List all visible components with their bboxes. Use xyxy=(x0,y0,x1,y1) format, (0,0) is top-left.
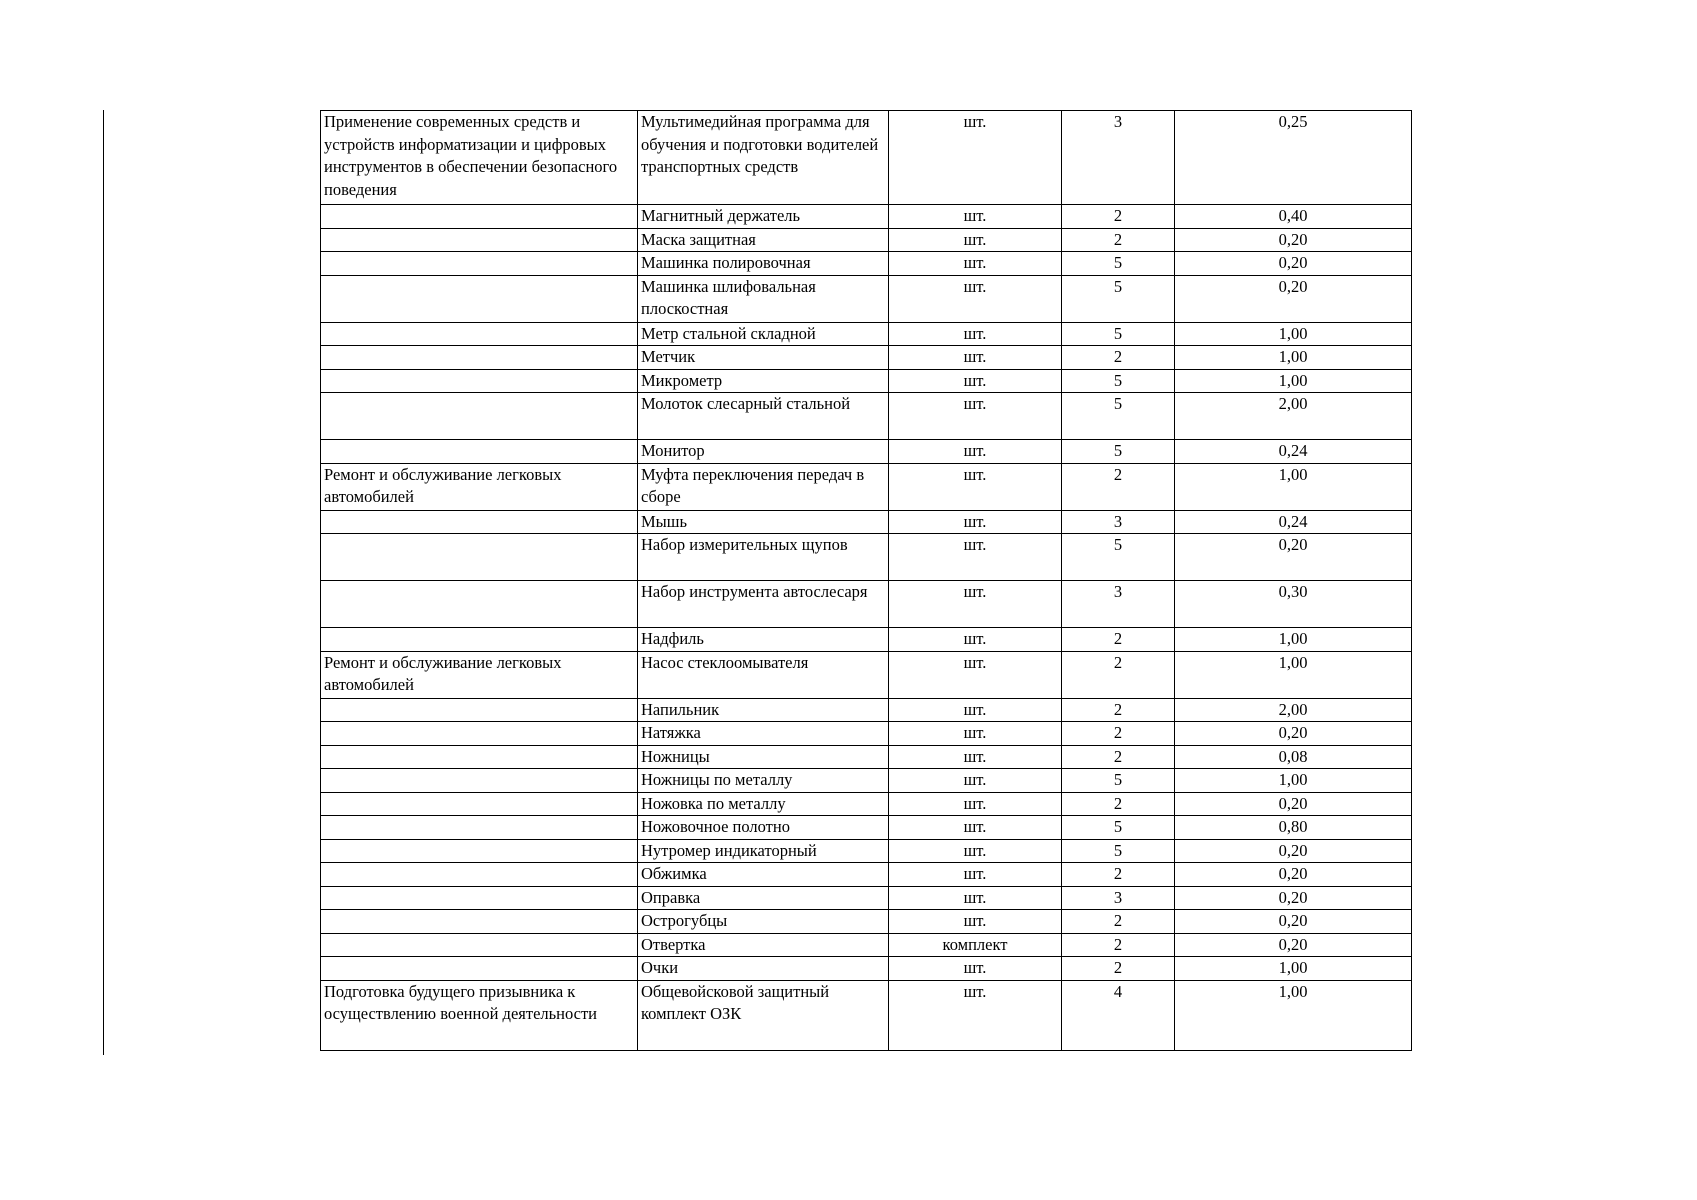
table-row xyxy=(321,228,1412,252)
row-quantity: 5 xyxy=(1062,769,1175,793)
row-item-name: Маска защитная xyxy=(638,228,889,252)
row-item-name: Ножовка по металлу xyxy=(638,792,889,816)
table-row xyxy=(321,322,1412,346)
row-norm: 1,00 xyxy=(1175,463,1412,510)
row-category xyxy=(321,910,638,934)
table-row xyxy=(321,980,1412,1050)
row-quantity: 2 xyxy=(1062,228,1175,252)
row-quantity: 2 xyxy=(1062,863,1175,887)
row-item-name: Напильник xyxy=(638,698,889,722)
row-unit: шт. xyxy=(889,393,1062,440)
table-row xyxy=(321,839,1412,863)
row-norm: 1,00 xyxy=(1175,980,1412,1050)
row-item-name: Мультимедийная программа для обучения и подготовки водителей транспортных средств xyxy=(638,111,889,205)
row-norm: 0,20 xyxy=(1175,252,1412,276)
table-row xyxy=(321,769,1412,793)
row-unit: шт. xyxy=(889,722,1062,746)
row-quantity: 5 xyxy=(1062,816,1175,840)
row-item-name: Насос стеклоомывателя xyxy=(638,651,889,698)
row-quantity: 5 xyxy=(1062,369,1175,393)
row-quantity: 2 xyxy=(1062,205,1175,229)
row-category xyxy=(321,534,638,581)
row-quantity: 5 xyxy=(1062,252,1175,276)
row-norm: 0,24 xyxy=(1175,440,1412,464)
row-quantity: 2 xyxy=(1062,698,1175,722)
row-norm: 0,20 xyxy=(1175,839,1412,863)
row-category xyxy=(321,628,638,652)
row-item-name: Микрометр xyxy=(638,369,889,393)
row-unit: шт. xyxy=(889,886,1062,910)
row-category xyxy=(321,839,638,863)
table-row xyxy=(321,722,1412,746)
row-norm: 1,00 xyxy=(1175,769,1412,793)
row-unit: шт. xyxy=(889,745,1062,769)
row-item-name: Надфиль xyxy=(638,628,889,652)
row-norm: 0,20 xyxy=(1175,275,1412,322)
row-quantity: 4 xyxy=(1062,980,1175,1050)
row-quantity: 2 xyxy=(1062,722,1175,746)
row-norm: 0,08 xyxy=(1175,745,1412,769)
row-unit: шт. xyxy=(889,957,1062,981)
row-category xyxy=(321,228,638,252)
row-quantity: 5 xyxy=(1062,393,1175,440)
table-row xyxy=(321,205,1412,229)
row-category xyxy=(321,393,638,440)
row-item-name: Ножовочное полотно xyxy=(638,816,889,840)
row-norm: 2,00 xyxy=(1175,393,1412,440)
row-category xyxy=(321,863,638,887)
row-category xyxy=(321,769,638,793)
table-row xyxy=(321,393,1412,440)
row-quantity: 3 xyxy=(1062,510,1175,534)
row-norm: 1,00 xyxy=(1175,346,1412,370)
row-norm: 0,24 xyxy=(1175,510,1412,534)
row-unit: шт. xyxy=(889,252,1062,276)
row-norm: 0,25 xyxy=(1175,111,1412,205)
row-unit: шт. xyxy=(889,369,1062,393)
row-quantity: 3 xyxy=(1062,581,1175,628)
row-unit: шт. xyxy=(889,792,1062,816)
row-category xyxy=(321,252,638,276)
row-quantity: 3 xyxy=(1062,886,1175,910)
row-item-name: Оправка xyxy=(638,886,889,910)
row-unit: шт. xyxy=(889,980,1062,1050)
table-row xyxy=(321,534,1412,581)
row-category xyxy=(321,816,638,840)
table-row xyxy=(321,111,1412,205)
row-norm: 1,00 xyxy=(1175,628,1412,652)
row-unit: шт. xyxy=(889,839,1062,863)
row-quantity: 2 xyxy=(1062,651,1175,698)
table-row xyxy=(321,651,1412,698)
table-row xyxy=(321,346,1412,370)
row-unit: шт. xyxy=(889,534,1062,581)
row-norm: 0,20 xyxy=(1175,534,1412,581)
row-unit: шт. xyxy=(889,346,1062,370)
table-row xyxy=(321,369,1412,393)
row-unit: шт. xyxy=(889,651,1062,698)
table-row xyxy=(321,886,1412,910)
row-category xyxy=(321,933,638,957)
row-item-name: Нутромер индикаторный xyxy=(638,839,889,863)
row-category xyxy=(321,205,638,229)
row-quantity: 2 xyxy=(1062,957,1175,981)
table-row xyxy=(321,910,1412,934)
row-category xyxy=(321,581,638,628)
row-category xyxy=(321,346,638,370)
row-category: Ремонт и обслуживание легковых автомобилей xyxy=(321,651,638,698)
row-norm: 0,20 xyxy=(1175,910,1412,934)
row-unit: шт. xyxy=(889,769,1062,793)
row-unit: шт. xyxy=(889,863,1062,887)
row-category xyxy=(321,957,638,981)
row-unit: шт. xyxy=(889,510,1062,534)
table-row xyxy=(321,792,1412,816)
row-unit: шт. xyxy=(889,698,1062,722)
row-norm: 0,20 xyxy=(1175,792,1412,816)
table-row xyxy=(321,933,1412,957)
row-quantity: 5 xyxy=(1062,275,1175,322)
table-row xyxy=(321,628,1412,652)
table-row xyxy=(321,510,1412,534)
row-quantity: 2 xyxy=(1062,933,1175,957)
row-category xyxy=(321,369,638,393)
equipment-table xyxy=(320,110,1412,1051)
row-unit: шт. xyxy=(889,581,1062,628)
table-row xyxy=(321,463,1412,510)
row-item-name: Метчик xyxy=(638,346,889,370)
table-row xyxy=(321,816,1412,840)
row-unit: шт. xyxy=(889,322,1062,346)
table-row xyxy=(321,863,1412,887)
row-category: Подготовка будущего призывника к осуществлению военной деятельности xyxy=(321,980,638,1050)
table-row xyxy=(321,698,1412,722)
row-item-name: Мышь xyxy=(638,510,889,534)
row-quantity: 3 xyxy=(1062,111,1175,205)
row-unit: комплект xyxy=(889,933,1062,957)
row-norm: 0,20 xyxy=(1175,722,1412,746)
row-norm: 1,00 xyxy=(1175,369,1412,393)
row-quantity: 5 xyxy=(1062,322,1175,346)
row-quantity: 5 xyxy=(1062,440,1175,464)
row-category xyxy=(321,275,638,322)
page-margin-line xyxy=(103,110,104,1055)
row-norm: 0,20 xyxy=(1175,933,1412,957)
table-row xyxy=(321,745,1412,769)
row-norm: 0,20 xyxy=(1175,863,1412,887)
table-row xyxy=(321,252,1412,276)
row-item-name: Ножницы по металлу xyxy=(638,769,889,793)
row-item-name: Машинка полировочная xyxy=(638,252,889,276)
row-category xyxy=(321,886,638,910)
row-item-name: Ножницы xyxy=(638,745,889,769)
row-unit: шт. xyxy=(889,440,1062,464)
row-item-name: Отвертка xyxy=(638,933,889,957)
row-norm: 1,00 xyxy=(1175,322,1412,346)
row-item-name: Машинка шлифовальная плоскостная xyxy=(638,275,889,322)
row-item-name: Набор инструмента автослесаря xyxy=(638,581,889,628)
row-item-name: Монитор xyxy=(638,440,889,464)
row-category xyxy=(321,440,638,464)
row-norm: 0,40 xyxy=(1175,205,1412,229)
row-item-name: Общевойсковой защитный комплект ОЗК xyxy=(638,980,889,1050)
row-category xyxy=(321,322,638,346)
row-unit: шт. xyxy=(889,275,1062,322)
row-norm: 0,80 xyxy=(1175,816,1412,840)
row-quantity: 2 xyxy=(1062,463,1175,510)
row-category xyxy=(321,722,638,746)
row-item-name: Натяжка xyxy=(638,722,889,746)
table-row xyxy=(321,581,1412,628)
row-unit: шт. xyxy=(889,910,1062,934)
row-item-name: Обжимка xyxy=(638,863,889,887)
equipment-table-body xyxy=(321,111,1412,1051)
row-category: Применение современных средств и устройств информатизации и цифровых инструментов в обеспечении безопасного поведения xyxy=(321,111,638,205)
table-row xyxy=(321,275,1412,322)
row-quantity: 2 xyxy=(1062,346,1175,370)
row-quantity: 2 xyxy=(1062,910,1175,934)
row-item-name: Набор измерительных щупов xyxy=(638,534,889,581)
row-category xyxy=(321,510,638,534)
row-category xyxy=(321,792,638,816)
row-unit: шт. xyxy=(889,463,1062,510)
table-row xyxy=(321,440,1412,464)
row-unit: шт. xyxy=(889,816,1062,840)
row-item-name: Очки xyxy=(638,957,889,981)
row-item-name: Острогубцы xyxy=(638,910,889,934)
row-unit: шт. xyxy=(889,228,1062,252)
row-unit: шт. xyxy=(889,628,1062,652)
row-norm: 1,00 xyxy=(1175,957,1412,981)
row-item-name: Муфта переключения передач в сборе xyxy=(638,463,889,510)
row-item-name: Магнитный держатель xyxy=(638,205,889,229)
row-category xyxy=(321,698,638,722)
row-quantity: 2 xyxy=(1062,628,1175,652)
row-quantity: 5 xyxy=(1062,839,1175,863)
row-norm: 0,30 xyxy=(1175,581,1412,628)
row-norm: 2,00 xyxy=(1175,698,1412,722)
row-norm: 0,20 xyxy=(1175,886,1412,910)
table-row xyxy=(321,957,1412,981)
row-category: Ремонт и обслуживание легковых автомобилей xyxy=(321,463,638,510)
row-item-name: Молоток слесарный стальной xyxy=(638,393,889,440)
row-norm: 1,00 xyxy=(1175,651,1412,698)
row-category xyxy=(321,745,638,769)
row-norm: 0,20 xyxy=(1175,228,1412,252)
row-quantity: 2 xyxy=(1062,792,1175,816)
row-unit: шт. xyxy=(889,205,1062,229)
row-quantity: 5 xyxy=(1062,534,1175,581)
row-unit: шт. xyxy=(889,111,1062,205)
row-item-name: Метр стальной складной xyxy=(638,322,889,346)
row-quantity: 2 xyxy=(1062,745,1175,769)
